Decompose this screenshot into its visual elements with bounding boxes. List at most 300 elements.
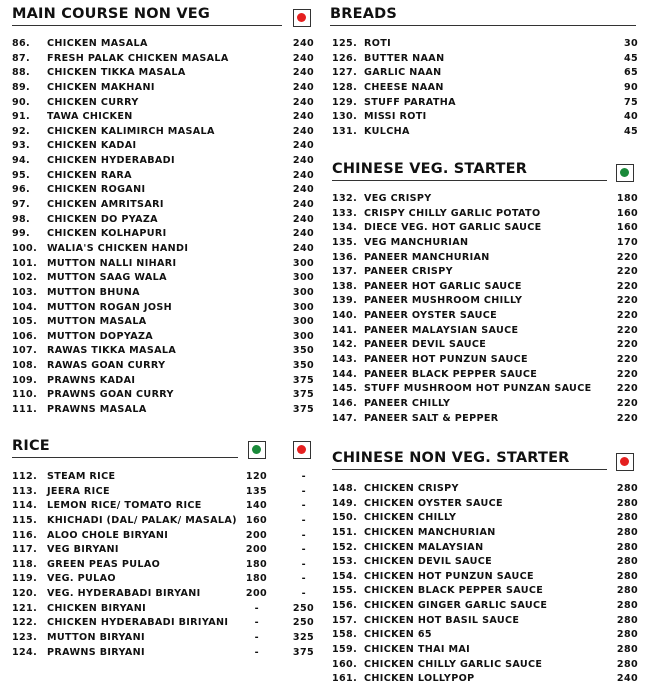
item-price: 180 [616, 193, 638, 204]
item-name: VEG CRISPY [364, 193, 432, 204]
item-name: CHICKEN CHILLY GARLIC SAUCE [364, 658, 543, 670]
item-name: CHICKEN KADAI [47, 140, 137, 152]
item-number: 153. [332, 556, 358, 568]
item-number: 157. [332, 614, 358, 626]
item-price: 220 [616, 412, 638, 424]
item-price: 240 [292, 242, 314, 254]
veg-price: - [254, 646, 259, 658]
section-header [330, 0, 642, 28]
section-chinese-veg-starter [330, 155, 642, 426]
non-veg-price: - [301, 573, 306, 585]
item-name: CHICKEN GINGER GARLIC SAUCE [364, 600, 548, 612]
section-title: BREADS [330, 6, 398, 22]
veg-icon [616, 164, 634, 182]
menu-item-row [0, 616, 318, 631]
item-name: RAWAS TIKKA MASALA [47, 345, 177, 357]
item-name: MUTTON BIRYANI [47, 632, 145, 644]
item-name: PRAWNS BIRYANI [47, 646, 145, 658]
item-price: 240 [292, 67, 314, 79]
item-name: STUFF PARATHA [364, 96, 456, 108]
non-veg-icon [293, 9, 311, 27]
menu-item-row [0, 125, 318, 140]
item-name: MISSI ROTI [364, 111, 427, 123]
menu-item-row [330, 643, 642, 658]
section-rule [330, 25, 636, 26]
menu-item-row [330, 526, 642, 541]
item-name: MUTTON BHUNA [47, 286, 140, 298]
item-number: 102. [12, 272, 38, 284]
menu-item-row [330, 570, 642, 585]
non-veg-price: 250 [292, 617, 314, 629]
item-price: 240 [292, 184, 314, 196]
item-name: CHICKEN MASALA [47, 38, 148, 49]
menu-item-row [0, 257, 318, 272]
item-name: CHICKEN HYDERABADI BIRIYANI [47, 617, 229, 629]
item-number: 154. [332, 570, 358, 582]
item-number: 145. [332, 383, 358, 395]
item-name: WALIA'S CHICKEN HANDI [47, 242, 189, 254]
menu-item-row [0, 485, 318, 500]
section-title: CHINESE NON VEG. STARTER [332, 450, 570, 466]
item-name: PANEER OYSTER SAUCE [364, 310, 498, 322]
item-name: JEERA RICE [47, 485, 110, 497]
item-number: 113. [12, 485, 38, 497]
menu-item-row [330, 658, 642, 673]
item-number: 125. [332, 38, 358, 49]
item-price: 220 [616, 397, 638, 409]
item-price: 280 [616, 556, 638, 568]
menu-item-row [330, 251, 642, 266]
item-number: 120. [12, 588, 38, 600]
item-name: CHICKEN RARA [47, 169, 132, 181]
veg-price: 180 [245, 573, 267, 585]
item-name: CHICKEN DEVIL SAUCE [364, 556, 493, 568]
item-price: 280 [616, 644, 638, 656]
item-name: VEG MANCHURIAN [364, 236, 469, 248]
non-veg-price: 375 [292, 646, 314, 658]
item-number: 136. [332, 251, 358, 263]
item-price: 300 [292, 286, 314, 298]
section-rule [332, 469, 607, 470]
item-number: 150. [332, 512, 358, 524]
section-header [0, 432, 318, 460]
item-name: MUTTON MASALA [47, 316, 147, 328]
menu-item-row [0, 631, 318, 646]
item-price: 280 [616, 585, 638, 597]
item-price: 240 [292, 38, 314, 49]
item-list [0, 470, 318, 660]
veg-price: - [254, 632, 259, 644]
item-name: CHICKEN KALIMIRCH MASALA [47, 125, 215, 137]
veg-price: 200 [245, 544, 267, 556]
section-rule [12, 25, 282, 26]
item-number: 132. [332, 193, 358, 204]
item-price: 170 [616, 236, 638, 248]
non-veg-icon [293, 441, 311, 459]
item-name: CHICKEN BLACK PEPPER SAUCE [364, 585, 544, 597]
item-name: PANEER MANCHURIAN [364, 251, 490, 263]
item-number: 89. [12, 81, 31, 93]
item-name: CHICKEN LOLLYPOP [364, 673, 475, 685]
item-number: 116. [12, 529, 38, 541]
item-number: 86. [12, 38, 31, 49]
item-name: CHICKEN CRISPY [364, 483, 459, 494]
item-number: 110. [12, 389, 38, 401]
menu-item-row [330, 221, 642, 236]
menu-item-row [0, 558, 318, 573]
item-number: 147. [332, 412, 358, 424]
item-price: 280 [616, 614, 638, 626]
veg-price: 120 [245, 471, 267, 482]
item-price: 240 [292, 169, 314, 181]
item-list [330, 37, 642, 139]
veg-price: 135 [245, 485, 267, 497]
menu-item-row [330, 353, 642, 368]
item-price: 220 [616, 251, 638, 263]
item-price: 350 [292, 360, 314, 372]
menu-item-row [330, 397, 642, 412]
item-number: 141. [332, 324, 358, 336]
item-price: 65 [623, 67, 638, 79]
veg-price: - [254, 602, 259, 614]
veg-price: - [254, 617, 259, 629]
menu-item-row [330, 125, 642, 140]
item-name: CHICKEN MANCHURIAN [364, 526, 496, 538]
item-price: 280 [616, 629, 638, 641]
item-name: TAWA CHICKEN [47, 111, 133, 123]
item-number: 128. [332, 81, 358, 93]
item-number: 95. [12, 169, 31, 181]
item-number: 149. [332, 497, 358, 509]
item-name: PRAWNS MASALA [47, 404, 147, 416]
item-name: MUTTON SAAG WALA [47, 272, 167, 284]
item-name: CHICKEN HOT BASIL SAUCE [364, 614, 520, 626]
menu-item-row [330, 81, 642, 96]
veg-price: 200 [245, 529, 267, 541]
item-list [0, 37, 318, 418]
non-veg-price: - [301, 588, 306, 600]
item-name: KHICHADI (DAL/ PALAK/ MASALA) [47, 514, 237, 526]
item-name: PRAWNS GOAN CURRY [47, 389, 174, 401]
menu-item-row [0, 271, 318, 286]
item-price: 240 [292, 228, 314, 240]
item-name: PRAWNS KADAI [47, 374, 136, 386]
item-number: 143. [332, 354, 358, 366]
item-number: 138. [332, 280, 358, 292]
item-price: 220 [616, 310, 638, 322]
item-name: CHICKEN MALAYSIAN [364, 541, 484, 553]
item-number: 111. [12, 404, 38, 416]
item-price: 240 [292, 199, 314, 211]
item-number: 118. [12, 558, 38, 570]
non-veg-icon [616, 453, 634, 471]
item-number: 140. [332, 310, 358, 322]
veg-price: 180 [245, 558, 267, 570]
item-name: RAWAS GOAN CURRY [47, 360, 166, 372]
item-name: CRISPY CHILLY GARLIC POTATO [364, 207, 541, 219]
item-price: 350 [292, 345, 314, 357]
item-name: STEAM RICE [47, 471, 116, 482]
item-name: CHICKEN TIKKA MASALA [47, 67, 186, 79]
non-veg-price: - [301, 471, 306, 482]
menu-item-row [330, 37, 642, 52]
item-price: 375 [292, 389, 314, 401]
item-price: 220 [616, 280, 638, 292]
menu-item-row [0, 403, 318, 418]
menu-item-row [0, 388, 318, 403]
item-price: 375 [292, 404, 314, 416]
item-number: 124. [12, 646, 38, 658]
item-number: 123. [12, 632, 38, 644]
item-name: CHICKEN MAKHANI [47, 81, 155, 93]
item-number: 160. [332, 658, 358, 670]
non-veg-price: - [301, 544, 306, 556]
menu-item-row [0, 514, 318, 529]
section-title: CHINESE VEG. STARTER [332, 161, 528, 177]
item-price: 300 [292, 301, 314, 313]
non-veg-price: - [301, 514, 306, 526]
menu-item-row [330, 309, 642, 324]
item-price: 280 [616, 570, 638, 582]
item-number: 88. [12, 67, 31, 79]
section-rule [12, 457, 238, 458]
menu-item-row [330, 52, 642, 67]
item-number: 139. [332, 295, 358, 307]
item-number: 107. [12, 345, 38, 357]
menu-item-row [330, 511, 642, 526]
menu-item-row [0, 602, 318, 617]
menu-item-row [0, 96, 318, 111]
section-title: RICE [12, 438, 50, 454]
item-number: 114. [12, 500, 38, 512]
item-name: VEG. PULAO [47, 573, 116, 585]
item-name: LEMON RICE/ TOMATO RICE [47, 500, 202, 512]
item-number: 130. [332, 111, 358, 123]
item-price: 240 [616, 673, 638, 685]
item-number: 134. [332, 222, 358, 234]
veg-icon [248, 441, 266, 459]
item-price: 280 [616, 526, 638, 538]
item-number: 119. [12, 573, 38, 585]
item-number: 146. [332, 397, 358, 409]
item-number: 135. [332, 236, 358, 248]
non-veg-price: - [301, 558, 306, 570]
item-price: 300 [292, 257, 314, 269]
menu-item-row [0, 286, 318, 301]
item-number: 99. [12, 228, 31, 240]
item-number: 156. [332, 600, 358, 612]
item-price: 45 [623, 52, 638, 64]
menu-item-row [0, 344, 318, 359]
menu-item-row [0, 66, 318, 81]
item-price: 240 [292, 96, 314, 108]
item-number: 122. [12, 617, 38, 629]
non-veg-price: 325 [292, 632, 314, 644]
non-veg-price: - [301, 485, 306, 497]
item-price: 160 [616, 222, 638, 234]
item-number: 152. [332, 541, 358, 553]
menu-item-row [330, 192, 642, 207]
menu-item-row [0, 242, 318, 257]
menu-item-row [0, 183, 318, 198]
menu-item-row [0, 213, 318, 228]
item-number: 104. [12, 301, 38, 313]
item-number: 112. [12, 471, 38, 482]
menu-item-row [0, 374, 318, 389]
item-price: 280 [616, 512, 638, 524]
item-number: 133. [332, 207, 358, 219]
item-name: CHICKEN KOLHAPURI [47, 228, 167, 240]
item-name: CHEESE NAAN [364, 81, 444, 93]
item-number: 87. [12, 52, 31, 64]
menu-item-row [330, 368, 642, 383]
menu-item-row [0, 572, 318, 587]
item-number: 142. [332, 339, 358, 351]
menu-item-row [330, 584, 642, 599]
item-number: 126. [332, 52, 358, 64]
menu-item-row [330, 482, 642, 497]
menu-item-row [330, 265, 642, 280]
item-price: 280 [616, 483, 638, 494]
item-price: 240 [292, 81, 314, 93]
item-number: 103. [12, 286, 38, 298]
item-name: MUTTON ROGAN JOSH [47, 301, 172, 313]
item-price: 220 [616, 383, 638, 395]
section-main-course-non-veg [0, 0, 318, 418]
item-name: CHICKEN HYDERABADI [47, 155, 175, 167]
menu-item-row [0, 499, 318, 514]
item-name: GARLIC NAAN [364, 67, 442, 79]
item-name: CHICKEN OYSTER SAUCE [364, 497, 503, 509]
item-name: CHICKEN CURRY [47, 96, 139, 108]
item-name: PANEER BLACK PEPPER SAUCE [364, 368, 538, 380]
item-number: 159. [332, 644, 358, 656]
item-number: 127. [332, 67, 358, 79]
menu-item-row [330, 338, 642, 353]
menu-item-row [0, 154, 318, 169]
menu-item-row [330, 110, 642, 125]
item-price: 300 [292, 272, 314, 284]
item-number: 155. [332, 585, 358, 597]
item-number: 117. [12, 544, 38, 556]
item-number: 106. [12, 330, 38, 342]
item-price: 300 [292, 330, 314, 342]
menu-item-row [330, 541, 642, 556]
item-name: CHICKEN THAI MAI [364, 644, 471, 656]
item-name: KULCHA [364, 125, 410, 137]
item-name: ROTI [364, 38, 392, 49]
non-veg-price: - [301, 529, 306, 541]
menu-item-row [330, 672, 642, 687]
item-number: 92. [12, 125, 31, 137]
menu-item-row [0, 301, 318, 316]
menu-item-row [0, 587, 318, 602]
item-number: 158. [332, 629, 358, 641]
item-number: 115. [12, 514, 38, 526]
item-name: FRESH PALAK CHICKEN MASALA [47, 52, 229, 64]
item-price: 220 [616, 339, 638, 351]
menu-item-row [0, 110, 318, 125]
menu-item-row [0, 227, 318, 242]
item-name: STUFF MUSHROOM HOT PUNZAN SAUCE [364, 383, 592, 395]
veg-price: 160 [245, 514, 267, 526]
menu-item-row [0, 470, 318, 485]
item-number: 121. [12, 602, 38, 614]
item-number: 91. [12, 111, 31, 123]
section-header [330, 155, 642, 183]
item-name: PANEER HOT PUNZUN SAUCE [364, 354, 528, 366]
item-name: VEG. HYDERABADI BIRYANI [47, 588, 201, 600]
non-veg-price: 250 [292, 602, 314, 614]
item-number: 100. [12, 242, 38, 254]
item-number: 108. [12, 360, 38, 372]
item-price: 240 [292, 125, 314, 137]
item-number: 93. [12, 140, 31, 152]
item-name: DIECE VEG. HOT GARLIC SAUCE [364, 222, 542, 234]
item-price: 160 [616, 207, 638, 219]
item-name: PANEER MUSHROOM CHILLY [364, 295, 523, 307]
item-price: 240 [292, 213, 314, 225]
item-number: 109. [12, 374, 38, 386]
item-name: ALOO CHOLE BIRYANI [47, 529, 169, 541]
item-number: 151. [332, 526, 358, 538]
menu-item-row [0, 646, 318, 661]
item-name: PANEER CRISPY [364, 266, 453, 278]
section-breads [330, 0, 642, 139]
menu-item-row [330, 382, 642, 397]
menu-item-row [330, 497, 642, 512]
section-rice [0, 432, 318, 660]
menu-item-row [0, 529, 318, 544]
item-name: MUTTON DOPYAZA [47, 330, 154, 342]
item-number: 97. [12, 199, 31, 211]
item-price: 45 [623, 125, 638, 137]
menu-item-row [330, 628, 642, 643]
item-price: 280 [616, 497, 638, 509]
item-list [330, 192, 642, 426]
item-name: VEG BIRYANI [47, 544, 119, 556]
item-price: 90 [623, 81, 638, 93]
item-name: CHICKEN HOT PUNZUN SAUCE [364, 570, 534, 582]
menu-item-row [330, 599, 642, 614]
menu-item-row [0, 543, 318, 558]
menu-item-row [330, 236, 642, 251]
menu-item-row [330, 96, 642, 111]
item-name: CHICKEN DO PYAZA [47, 213, 158, 225]
item-number: 98. [12, 213, 31, 225]
item-name: PANEER SALT & PEPPER [364, 412, 499, 424]
item-number: 137. [332, 266, 358, 278]
non-veg-price: - [301, 500, 306, 512]
item-number: 129. [332, 96, 358, 108]
item-price: 40 [623, 111, 638, 123]
item-price: 75 [623, 96, 638, 108]
menu-item-row [0, 37, 318, 52]
item-list [330, 482, 642, 687]
item-number: 90. [12, 96, 31, 108]
item-name: CHICKEN BIRYANI [47, 602, 147, 614]
item-number: 96. [12, 184, 31, 196]
item-number: 94. [12, 155, 31, 167]
item-name: GREEN PEAS PULAO [47, 558, 161, 570]
item-name: CHICKEN 65 [364, 629, 432, 641]
menu-item-row [0, 198, 318, 213]
section-header [0, 0, 318, 28]
menu-item-row [330, 412, 642, 427]
menu-item-row [330, 324, 642, 339]
menu-item-row [330, 294, 642, 309]
item-price: 280 [616, 541, 638, 553]
